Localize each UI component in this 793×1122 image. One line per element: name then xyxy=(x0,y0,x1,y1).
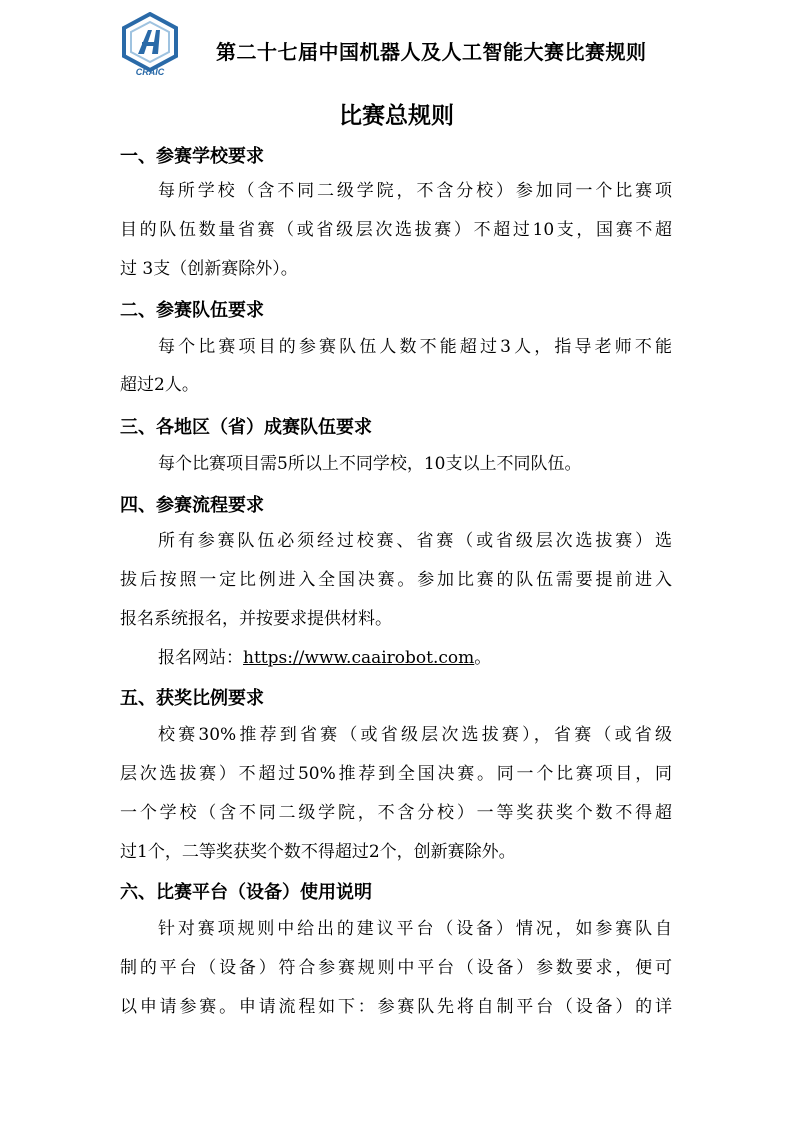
section-heading-3: 三、各地区（省）成赛队伍要求 xyxy=(120,417,372,438)
paragraph-line: 层次选拔赛）不超过50%推荐到全国决赛。同一个比赛项目，同 xyxy=(120,764,672,784)
section-heading-4: 四、参赛流程要求 xyxy=(120,495,264,516)
paragraph-line: 以申请参赛。申请流程如下：参赛队先将自制平台（设备）的详 xyxy=(120,997,672,1017)
signup-site-label: 报名网站： xyxy=(158,648,243,668)
signup-site-link[interactable]: https://www.caairobot.com xyxy=(243,648,475,668)
paragraph-line: 所有参赛队伍必须经过校赛、省赛（或省级层次选拔赛）选 xyxy=(158,531,672,551)
paragraph-line: 制的平台（设备）符合参赛规则中平台（设备）参数要求，便可 xyxy=(120,958,672,978)
section-heading-6: 六、比赛平台（设备）使用说明 xyxy=(120,882,372,903)
paragraph-line: 目的队伍数量省赛（或省级层次选拔赛）不超过10支，国赛不超 xyxy=(120,220,672,240)
craic-logo xyxy=(118,12,182,76)
page-title: 比赛总规则 xyxy=(339,103,454,129)
paragraph-line: 针对赛项规则中给出的建议平台（设备）情况，如参赛队自 xyxy=(158,919,672,939)
section-heading-1: 一、参赛学校要求 xyxy=(120,146,264,167)
paragraph-line: 每个比赛项目需5所以上不同学校，10支以上不同队伍。 xyxy=(158,454,582,474)
paragraph-line: 校赛30%推荐到省赛（或省级层次选拔赛），省赛（或省级 xyxy=(158,725,672,745)
paragraph-line: 过1个，二等奖获奖个数不得超过2个，创新赛除外。 xyxy=(120,842,516,862)
paragraph-line: 每个比赛项目的参赛队伍人数不能超过3人，指导老师不能 xyxy=(158,337,672,357)
section-heading-2: 二、参赛队伍要求 xyxy=(120,300,264,321)
header-title: 第二十七届中国机器人及人工智能大赛比赛规则 xyxy=(216,40,647,64)
paragraph-line: 拔后按照一定比例进入全国决赛。参加比赛的队伍需要提前进入 xyxy=(120,570,672,590)
paragraph-line: 超过2人。 xyxy=(120,375,199,395)
logo-text: CRAIC xyxy=(135,67,165,76)
signup-site-suffix: 。 xyxy=(474,648,492,668)
paragraph-line: 一个学校（含不同二级学院，不含分校）一等奖获奖个数不得超 xyxy=(120,803,672,823)
section-heading-5: 五、获奖比例要求 xyxy=(120,688,264,709)
signup-site-line xyxy=(158,647,672,669)
paragraph-line: 报名系统报名，并按要求提供材料。 xyxy=(120,609,392,629)
paragraph-line: 每所学校（含不同二级学院，不含分校）参加同一个比赛项 xyxy=(158,181,672,201)
paragraph-line: 过 3支（创新赛除外）。 xyxy=(120,259,298,279)
